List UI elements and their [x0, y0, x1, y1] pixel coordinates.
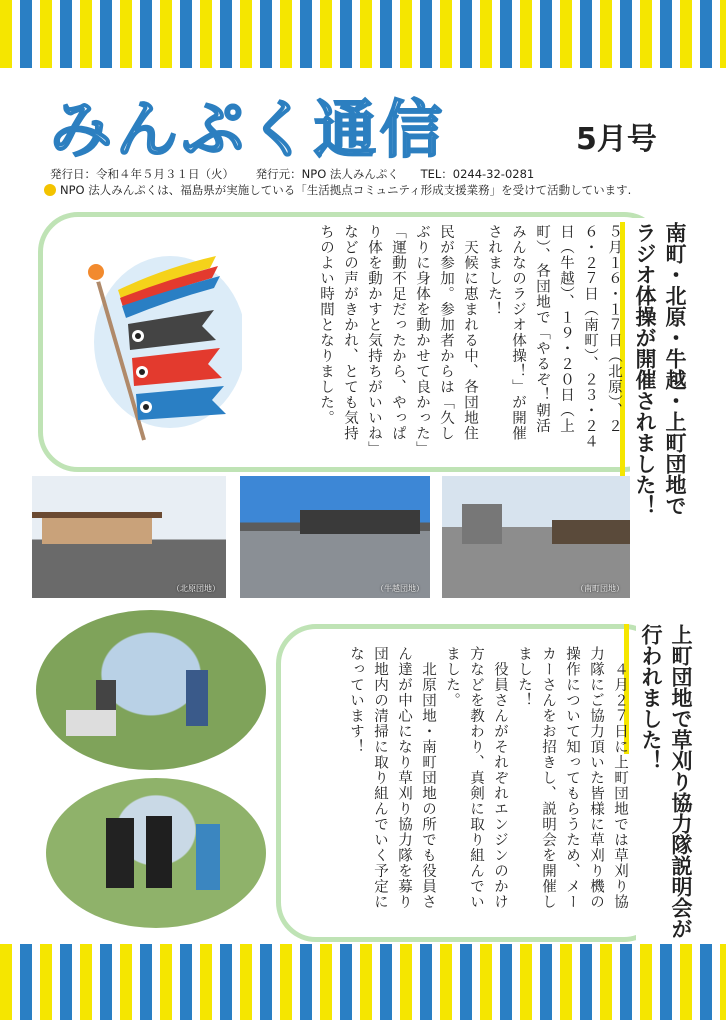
publisher: 発行元：NPO 法人みんぷく [255, 167, 399, 181]
publication-meta [50, 166, 552, 182]
smiley-icon [44, 184, 56, 196]
article1-paragraph-2: 天候に恵まれる中、各団地住民が参加。参加者からは「久しぶりに身体を動かせて良かった」「運動不足だったから、やっぱり体を動かすと気持ちがいいね」などの声がきかれ、とても気持ちのよい時間となりました。 [318, 224, 478, 450]
npo-note-text: NPO 法人みんぷくは、福島県が実施している「生活拠点コミュニティ形成支援業務」を受けて活動しています. [60, 183, 632, 197]
article1-headline: 南町・北原・牛越・上町団地でラジオ体操が開催されました！ [630, 218, 690, 526]
photo-mowing-demo-1 [36, 610, 266, 770]
photo-caption-ushigoe: （牛越団地） [376, 584, 424, 593]
issue-label: 5月号 [576, 122, 657, 157]
article1-body [268, 224, 626, 452]
koinobori-illustration [74, 250, 242, 450]
phone-number: TEL：0244-32-0281 [420, 167, 535, 181]
top-stripe-border [0, 0, 726, 68]
npo-note [44, 182, 631, 198]
article2-paragraph-3: 北原団地・南町団地の所でも役員さん達が中心になり草刈り協力隊を募り団地内の清掃に取り組んでいく予定になっています！ [348, 646, 436, 910]
photo-caption-minamimachi: （南町団地） [576, 584, 624, 593]
newsletter-title: みんぷく通信 [50, 93, 447, 166]
photo-mowing-demo-2 [46, 778, 266, 928]
photo-caption-kitahara: （北原団地） [172, 584, 220, 593]
article2-body [296, 646, 632, 924]
photo-kitahara [32, 476, 226, 598]
bottom-stripe-border [0, 944, 726, 1020]
article2-paragraph-1: ４月２７日に上町団地では草刈り協力隊にご協力頂いた皆様に草刈り機の操作について知ってもらうため、メーカーさんをお招きし、説明会を開催しました！ [516, 646, 628, 910]
photo-minamimachi [442, 476, 630, 598]
photo-ushigoe [240, 476, 430, 598]
publish-date: 発行日：令和４年５月３１日（火） [50, 167, 234, 181]
article1-paragraph-1: ５月１６・１７日（北原）、２６・２７日（南町）、２３・２４日（牛越）、１９・２０日（上町）、各団地で「やるぞ！朝活 みんなのラジオ体操！」が開催されました！ [486, 224, 622, 450]
article2-paragraph-2: 役員さんがそれぞれエンジンのかけ方などを教わり、真剣に取り組んでいました。 [444, 646, 508, 910]
article2-headline: 上町団地で草刈り協力隊説明会が行われました！ [636, 624, 696, 940]
